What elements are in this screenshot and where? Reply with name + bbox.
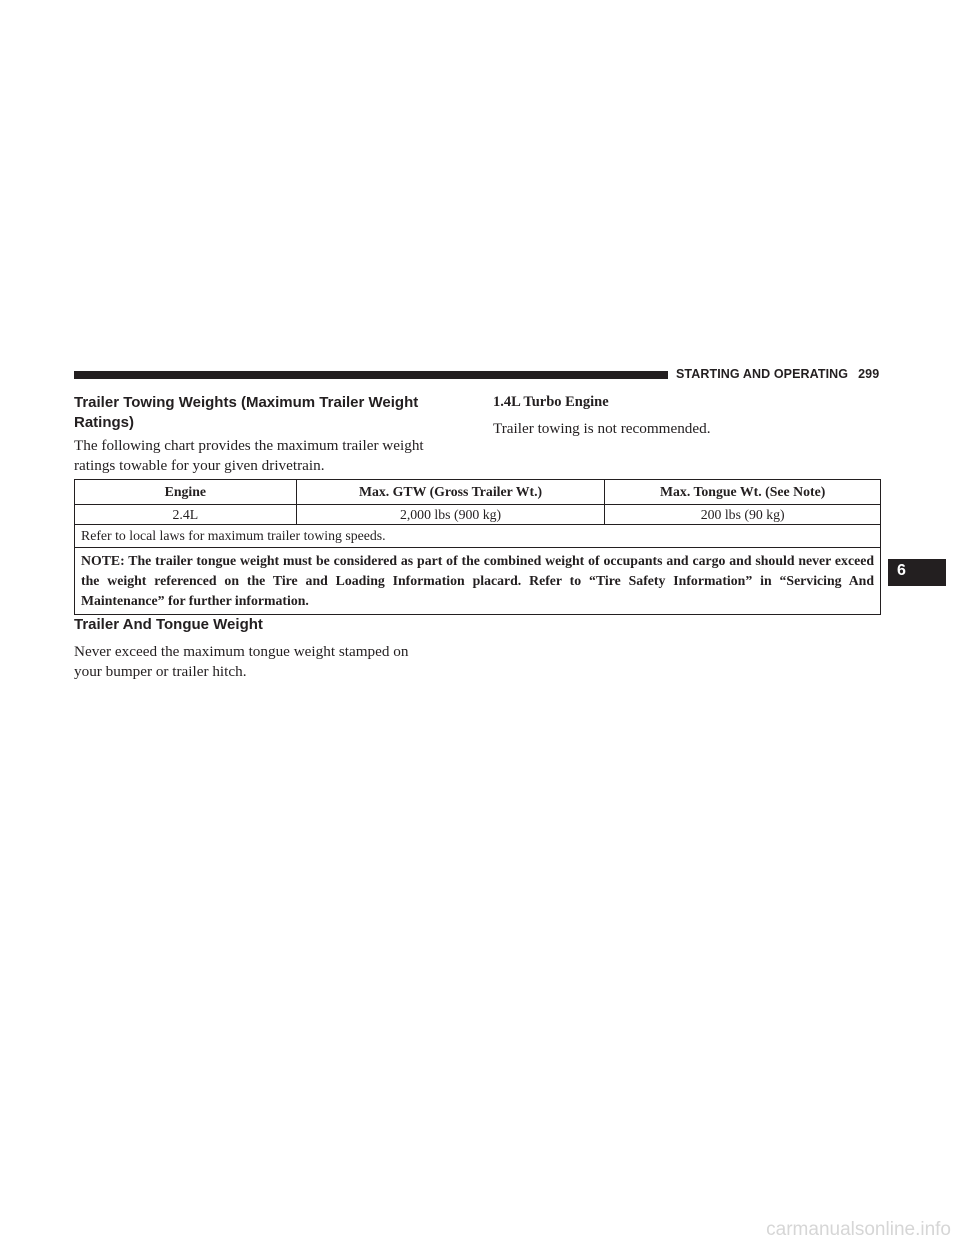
- chapter-tab: [888, 559, 946, 586]
- tongue-weight-paragraph: [74, 642, 408, 682]
- heading-line-1: Trailer Towing Weights (Maximum Trailer Weight: [74, 394, 419, 411]
- tongue-weight-heading: Trailer And Tongue Weight: [74, 616, 263, 633]
- heading-line-2: Ratings): [74, 414, 134, 431]
- towing-weights-heading: [74, 393, 418, 433]
- running-header: [676, 367, 879, 381]
- intro-line-1: The following chart provides the maximum trailer weight: [74, 437, 424, 454]
- tongue-line-2: your bumper or trailer hitch.: [74, 663, 247, 680]
- table-note-row: [75, 548, 881, 615]
- cell-gtw: 2,000 lbs (900 kg): [296, 505, 605, 525]
- table-footer-row: [75, 525, 881, 548]
- col-header-engine: Engine: [75, 480, 297, 505]
- header-rule: [74, 371, 668, 379]
- towing-ratings-table: [74, 479, 881, 615]
- speed-footnote: Refer to local laws for maximum trailer towing speeds.: [75, 525, 881, 548]
- intro-line-2: ratings towable for your given drivetrain.: [74, 457, 325, 474]
- table-header-row: [75, 480, 881, 505]
- turbo-engine-text: Trailer towing is not recommended.: [493, 420, 711, 437]
- col-header-gtw: Max. GTW (Gross Trailer Wt.): [296, 480, 605, 505]
- turbo-engine-heading: 1.4L Turbo Engine: [493, 394, 609, 410]
- chapter-number: 6: [897, 562, 906, 579]
- table-row: [75, 505, 881, 525]
- col-header-tongue: Max. Tongue Wt. (See Note): [605, 480, 881, 505]
- cell-tongue: 200 lbs (90 kg): [605, 505, 881, 525]
- tongue-weight-note: NOTE: The trailer tongue weight must be considered as part of the combined weight of occupants and cargo and should never exceed the weight referenced on the Tire and Loading Information placard. Refer to “Tire Safety Information” in “Servicing And Maintenance” for further information.: [75, 548, 881, 615]
- cell-engine: 2.4L: [75, 505, 297, 525]
- tongue-line-1: Never exceed the maximum tongue weight stamped on: [74, 643, 409, 660]
- page-number: 299: [858, 367, 880, 381]
- section-title: STARTING AND OPERATING: [676, 367, 849, 381]
- intro-paragraph: [74, 436, 424, 476]
- watermark: carmanualsonline.info: [766, 1219, 951, 1240]
